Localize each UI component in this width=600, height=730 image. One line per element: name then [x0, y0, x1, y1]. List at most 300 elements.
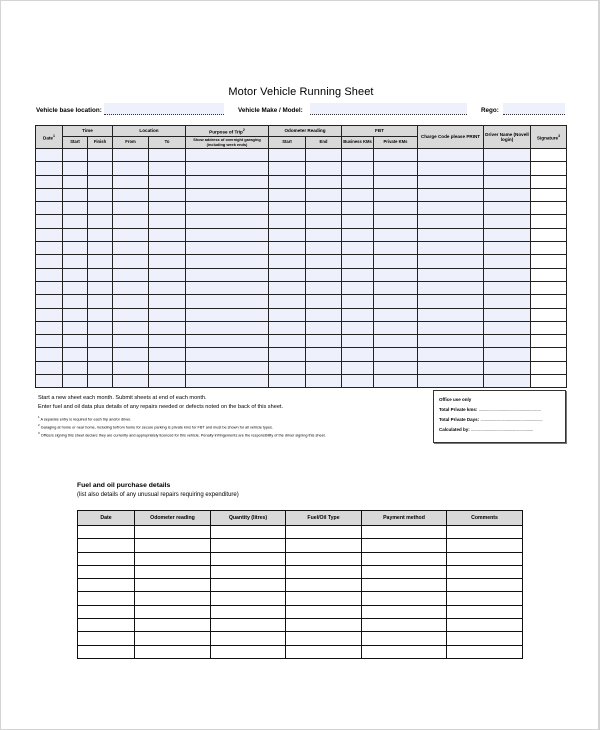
cell-fbt-business[interactable]: [342, 188, 374, 201]
cell-purpose[interactable]: [186, 335, 269, 348]
fuel-cell[interactable]: [447, 579, 523, 592]
cell-odometer-end[interactable]: [306, 215, 342, 228]
fuel-cell[interactable]: [447, 526, 523, 539]
cell-time-start[interactable]: [63, 149, 88, 162]
fuel-cell[interactable]: [135, 645, 211, 658]
cell-odometer-end[interactable]: [306, 242, 342, 255]
cell-location-to[interactable]: [149, 375, 186, 388]
fuel-cell[interactable]: [135, 605, 211, 618]
fuel-cell[interactable]: [211, 552, 286, 565]
cell-purpose[interactable]: [186, 255, 269, 268]
cell-time-finish[interactable]: [88, 308, 113, 321]
cell-odometer-start[interactable]: [269, 268, 306, 281]
cell-time-finish[interactable]: [88, 162, 113, 175]
cell-odometer-start[interactable]: [269, 188, 306, 201]
fuel-cell[interactable]: [78, 579, 135, 592]
cell-signature[interactable]: [531, 162, 567, 175]
fuel-cell[interactable]: [447, 539, 523, 552]
make-model-field[interactable]: [310, 103, 467, 115]
fuel-cell[interactable]: [447, 605, 523, 618]
cell-fbt-private[interactable]: [374, 175, 418, 188]
cell-odometer-end[interactable]: [306, 175, 342, 188]
cell-location-to[interactable]: [149, 321, 186, 334]
cell-time-start[interactable]: [63, 268, 88, 281]
fuel-cell[interactable]: [78, 632, 135, 645]
cell-fbt-business[interactable]: [342, 162, 374, 175]
cell-odometer-start[interactable]: [269, 255, 306, 268]
cell-driver-name[interactable]: [484, 202, 531, 215]
cell-odometer-end[interactable]: [306, 149, 342, 162]
fuel-cell[interactable]: [362, 645, 447, 658]
cell-driver-name[interactable]: [484, 149, 531, 162]
cell-date[interactable]: [36, 255, 63, 268]
cell-driver-name[interactable]: [484, 348, 531, 361]
cell-location-from[interactable]: [113, 162, 149, 175]
cell-fbt-private[interactable]: [374, 361, 418, 374]
cell-time-finish[interactable]: [88, 375, 113, 388]
cell-driver-name[interactable]: [484, 242, 531, 255]
cell-purpose[interactable]: [186, 361, 269, 374]
cell-fbt-business[interactable]: [342, 321, 374, 334]
cell-fbt-private[interactable]: [374, 308, 418, 321]
cell-date[interactable]: [36, 242, 63, 255]
cell-charge-code[interactable]: [418, 375, 484, 388]
cell-driver-name[interactable]: [484, 268, 531, 281]
cell-purpose[interactable]: [186, 202, 269, 215]
cell-location-to[interactable]: [149, 281, 186, 294]
cell-location-from[interactable]: [113, 149, 149, 162]
cell-date[interactable]: [36, 188, 63, 201]
cell-time-start[interactable]: [63, 215, 88, 228]
cell-time-start[interactable]: [63, 281, 88, 294]
cell-odometer-end[interactable]: [306, 361, 342, 374]
cell-driver-name[interactable]: [484, 281, 531, 294]
cell-fbt-business[interactable]: [342, 175, 374, 188]
cell-fbt-private[interactable]: [374, 215, 418, 228]
cell-charge-code[interactable]: [418, 348, 484, 361]
cell-location-from[interactable]: [113, 268, 149, 281]
cell-odometer-start[interactable]: [269, 215, 306, 228]
fuel-cell[interactable]: [78, 565, 135, 578]
cell-location-to[interactable]: [149, 162, 186, 175]
cell-time-start[interactable]: [63, 188, 88, 201]
cell-driver-name[interactable]: [484, 295, 531, 308]
cell-driver-name[interactable]: [484, 361, 531, 374]
cell-location-to[interactable]: [149, 361, 186, 374]
fuel-cell[interactable]: [78, 605, 135, 618]
cell-odometer-start[interactable]: [269, 361, 306, 374]
calculated-by-row[interactable]: [439, 425, 560, 435]
cell-driver-name[interactable]: [484, 321, 531, 334]
cell-fbt-business[interactable]: [342, 149, 374, 162]
fuel-cell[interactable]: [286, 645, 362, 658]
cell-driver-name[interactable]: [484, 175, 531, 188]
cell-date[interactable]: [36, 308, 63, 321]
fuel-cell[interactable]: [362, 526, 447, 539]
cell-odometer-end[interactable]: [306, 281, 342, 294]
cell-odometer-start[interactable]: [269, 348, 306, 361]
cell-time-finish[interactable]: [88, 149, 113, 162]
cell-driver-name[interactable]: [484, 255, 531, 268]
cell-fbt-business[interactable]: [342, 375, 374, 388]
cell-charge-code[interactable]: [418, 175, 484, 188]
cell-time-start[interactable]: [63, 375, 88, 388]
cell-time-start[interactable]: [63, 202, 88, 215]
cell-time-finish[interactable]: [88, 361, 113, 374]
cell-driver-name[interactable]: [484, 228, 531, 241]
cell-odometer-start[interactable]: [269, 175, 306, 188]
cell-location-from[interactable]: [113, 295, 149, 308]
cell-time-start[interactable]: [63, 321, 88, 334]
cell-location-to[interactable]: [149, 295, 186, 308]
cell-time-start[interactable]: [63, 162, 88, 175]
cell-odometer-start[interactable]: [269, 242, 306, 255]
cell-time-finish[interactable]: [88, 175, 113, 188]
cell-odometer-end[interactable]: [306, 321, 342, 334]
cell-fbt-private[interactable]: [374, 335, 418, 348]
cell-location-to[interactable]: [149, 215, 186, 228]
cell-fbt-business[interactable]: [342, 255, 374, 268]
fuel-cell[interactable]: [211, 619, 286, 632]
cell-odometer-end[interactable]: [306, 308, 342, 321]
cell-fbt-private[interactable]: [374, 348, 418, 361]
fuel-cell[interactable]: [211, 565, 286, 578]
cell-location-to[interactable]: [149, 242, 186, 255]
cell-location-from[interactable]: [113, 255, 149, 268]
cell-fbt-business[interactable]: [342, 228, 374, 241]
cell-location-from[interactable]: [113, 281, 149, 294]
cell-odometer-end[interactable]: [306, 375, 342, 388]
fuel-cell[interactable]: [286, 619, 362, 632]
cell-charge-code[interactable]: [418, 255, 484, 268]
cell-fbt-business[interactable]: [342, 242, 374, 255]
cell-time-finish[interactable]: [88, 228, 113, 241]
fuel-cell[interactable]: [362, 619, 447, 632]
cell-location-from[interactable]: [113, 188, 149, 201]
cell-purpose[interactable]: [186, 188, 269, 201]
cell-purpose[interactable]: [186, 215, 269, 228]
cell-signature[interactable]: [531, 175, 567, 188]
cell-driver-name[interactable]: [484, 188, 531, 201]
cell-odometer-start[interactable]: [269, 295, 306, 308]
cell-fbt-private[interactable]: [374, 242, 418, 255]
fuel-cell[interactable]: [78, 645, 135, 658]
cell-odometer-end[interactable]: [306, 162, 342, 175]
cell-signature[interactable]: [531, 149, 567, 162]
fuel-cell[interactable]: [135, 619, 211, 632]
cell-charge-code[interactable]: [418, 188, 484, 201]
cell-driver-name[interactable]: [484, 215, 531, 228]
cell-time-start[interactable]: [63, 228, 88, 241]
cell-odometer-start[interactable]: [269, 321, 306, 334]
fuel-cell[interactable]: [211, 605, 286, 618]
cell-date[interactable]: [36, 281, 63, 294]
fuel-cell[interactable]: [286, 539, 362, 552]
cell-purpose[interactable]: [186, 321, 269, 334]
cell-charge-code[interactable]: [418, 149, 484, 162]
cell-date[interactable]: [36, 175, 63, 188]
fuel-cell[interactable]: [286, 579, 362, 592]
cell-signature[interactable]: [531, 188, 567, 201]
cell-fbt-business[interactable]: [342, 348, 374, 361]
cell-purpose[interactable]: [186, 242, 269, 255]
cell-odometer-end[interactable]: [306, 348, 342, 361]
cell-fbt-business[interactable]: [342, 295, 374, 308]
cell-location-to[interactable]: [149, 308, 186, 321]
cell-driver-name[interactable]: [484, 375, 531, 388]
fuel-cell[interactable]: [211, 539, 286, 552]
cell-fbt-private[interactable]: [374, 321, 418, 334]
cell-charge-code[interactable]: [418, 202, 484, 215]
cell-odometer-end[interactable]: [306, 202, 342, 215]
cell-date[interactable]: [36, 348, 63, 361]
cell-time-start[interactable]: [63, 242, 88, 255]
cell-date[interactable]: [36, 361, 63, 374]
cell-purpose[interactable]: [186, 295, 269, 308]
cell-location-to[interactable]: [149, 188, 186, 201]
cell-time-finish[interactable]: [88, 255, 113, 268]
base-location-field[interactable]: [104, 103, 224, 115]
fuel-cell[interactable]: [135, 526, 211, 539]
cell-location-from[interactable]: [113, 242, 149, 255]
fuel-cell[interactable]: [447, 592, 523, 605]
cell-fbt-private[interactable]: [374, 268, 418, 281]
fuel-cell[interactable]: [135, 579, 211, 592]
fuel-cell[interactable]: [447, 645, 523, 658]
cell-date[interactable]: [36, 202, 63, 215]
cell-fbt-private[interactable]: [374, 295, 418, 308]
cell-time-start[interactable]: [63, 295, 88, 308]
cell-purpose[interactable]: [186, 281, 269, 294]
cell-driver-name[interactable]: [484, 335, 531, 348]
fuel-cell[interactable]: [362, 552, 447, 565]
cell-signature[interactable]: [531, 281, 567, 294]
cell-odometer-start[interactable]: [269, 162, 306, 175]
cell-odometer-end[interactable]: [306, 255, 342, 268]
fuel-cell[interactable]: [135, 539, 211, 552]
cell-location-from[interactable]: [113, 348, 149, 361]
cell-date[interactable]: [36, 149, 63, 162]
cell-signature[interactable]: [531, 228, 567, 241]
cell-charge-code[interactable]: [418, 281, 484, 294]
cell-time-finish[interactable]: [88, 321, 113, 334]
cell-charge-code[interactable]: [418, 308, 484, 321]
cell-location-from[interactable]: [113, 308, 149, 321]
cell-odometer-start[interactable]: [269, 308, 306, 321]
cell-fbt-business[interactable]: [342, 202, 374, 215]
cell-purpose[interactable]: [186, 175, 269, 188]
rego-field[interactable]: [503, 103, 565, 115]
cell-fbt-business[interactable]: [342, 268, 374, 281]
fuel-cell[interactable]: [362, 579, 447, 592]
cell-location-to[interactable]: [149, 335, 186, 348]
cell-location-from[interactable]: [113, 175, 149, 188]
cell-fbt-business[interactable]: [342, 308, 374, 321]
fuel-cell[interactable]: [211, 645, 286, 658]
cell-odometer-end[interactable]: [306, 188, 342, 201]
cell-odometer-start[interactable]: [269, 335, 306, 348]
cell-time-start[interactable]: [63, 335, 88, 348]
cell-fbt-private[interactable]: [374, 255, 418, 268]
cell-location-from[interactable]: [113, 335, 149, 348]
cell-time-start[interactable]: [63, 308, 88, 321]
cell-time-start[interactable]: [63, 361, 88, 374]
fuel-cell[interactable]: [78, 526, 135, 539]
cell-signature[interactable]: [531, 215, 567, 228]
cell-location-to[interactable]: [149, 175, 186, 188]
cell-charge-code[interactable]: [418, 268, 484, 281]
cell-odometer-end[interactable]: [306, 295, 342, 308]
cell-location-to[interactable]: [149, 149, 186, 162]
cell-location-from[interactable]: [113, 361, 149, 374]
cell-purpose[interactable]: [186, 149, 269, 162]
cell-charge-code[interactable]: [418, 321, 484, 334]
cell-time-finish[interactable]: [88, 281, 113, 294]
fuel-cell[interactable]: [211, 526, 286, 539]
fuel-cell[interactable]: [286, 592, 362, 605]
cell-charge-code[interactable]: [418, 295, 484, 308]
cell-time-start[interactable]: [63, 255, 88, 268]
fuel-cell[interactable]: [78, 539, 135, 552]
fuel-cell[interactable]: [211, 579, 286, 592]
cell-date[interactable]: [36, 268, 63, 281]
cell-location-from[interactable]: [113, 215, 149, 228]
fuel-cell[interactable]: [447, 565, 523, 578]
cell-driver-name[interactable]: [484, 308, 531, 321]
cell-signature[interactable]: [531, 348, 567, 361]
fuel-cell[interactable]: [286, 632, 362, 645]
fuel-cell[interactable]: [78, 552, 135, 565]
cell-date[interactable]: [36, 335, 63, 348]
cell-signature[interactable]: [531, 335, 567, 348]
cell-charge-code[interactable]: [418, 242, 484, 255]
cell-purpose[interactable]: [186, 268, 269, 281]
cell-odometer-end[interactable]: [306, 268, 342, 281]
fuel-cell[interactable]: [211, 592, 286, 605]
cell-fbt-private[interactable]: [374, 188, 418, 201]
cell-fbt-private[interactable]: [374, 375, 418, 388]
cell-fbt-business[interactable]: [342, 335, 374, 348]
cell-date[interactable]: [36, 162, 63, 175]
cell-signature[interactable]: [531, 295, 567, 308]
cell-signature[interactable]: [531, 242, 567, 255]
fuel-cell[interactable]: [78, 619, 135, 632]
cell-purpose[interactable]: [186, 228, 269, 241]
fuel-cell[interactable]: [362, 632, 447, 645]
fuel-cell[interactable]: [135, 565, 211, 578]
cell-purpose[interactable]: [186, 348, 269, 361]
cell-odometer-start[interactable]: [269, 281, 306, 294]
cell-odometer-start[interactable]: [269, 202, 306, 215]
cell-charge-code[interactable]: [418, 228, 484, 241]
fuel-cell[interactable]: [135, 632, 211, 645]
cell-location-to[interactable]: [149, 202, 186, 215]
fuel-cell[interactable]: [286, 552, 362, 565]
cell-charge-code[interactable]: [418, 215, 484, 228]
fuel-cell[interactable]: [286, 565, 362, 578]
cell-time-finish[interactable]: [88, 202, 113, 215]
fuel-cell[interactable]: [447, 619, 523, 632]
cell-time-finish[interactable]: [88, 268, 113, 281]
cell-signature[interactable]: [531, 308, 567, 321]
cell-time-finish[interactable]: [88, 242, 113, 255]
cell-signature[interactable]: [531, 255, 567, 268]
cell-time-start[interactable]: [63, 348, 88, 361]
total-private-days-row[interactable]: [439, 415, 560, 425]
cell-date[interactable]: [36, 215, 63, 228]
cell-charge-code[interactable]: [418, 361, 484, 374]
cell-fbt-private[interactable]: [374, 228, 418, 241]
cell-date[interactable]: [36, 375, 63, 388]
fuel-cell[interactable]: [362, 592, 447, 605]
fuel-cell[interactable]: [135, 592, 211, 605]
fuel-cell[interactable]: [78, 592, 135, 605]
cell-time-finish[interactable]: [88, 188, 113, 201]
cell-time-start[interactable]: [63, 175, 88, 188]
cell-signature[interactable]: [531, 268, 567, 281]
cell-location-from[interactable]: [113, 228, 149, 241]
cell-odometer-start[interactable]: [269, 375, 306, 388]
cell-charge-code[interactable]: [418, 162, 484, 175]
cell-time-finish[interactable]: [88, 295, 113, 308]
cell-fbt-private[interactable]: [374, 281, 418, 294]
cell-fbt-business[interactable]: [342, 215, 374, 228]
fuel-cell[interactable]: [447, 632, 523, 645]
cell-driver-name[interactable]: [484, 162, 531, 175]
cell-location-from[interactable]: [113, 321, 149, 334]
cell-location-to[interactable]: [149, 268, 186, 281]
cell-odometer-start[interactable]: [269, 228, 306, 241]
cell-signature[interactable]: [531, 361, 567, 374]
cell-signature[interactable]: [531, 202, 567, 215]
cell-date[interactable]: [36, 321, 63, 334]
fuel-cell[interactable]: [362, 565, 447, 578]
cell-signature[interactable]: [531, 375, 567, 388]
cell-fbt-business[interactable]: [342, 281, 374, 294]
cell-location-to[interactable]: [149, 228, 186, 241]
cell-location-to[interactable]: [149, 348, 186, 361]
fuel-cell[interactable]: [135, 552, 211, 565]
cell-purpose[interactable]: [186, 162, 269, 175]
fuel-cell[interactable]: [286, 526, 362, 539]
cell-location-from[interactable]: [113, 375, 149, 388]
total-private-kms-row[interactable]: [439, 405, 560, 415]
cell-odometer-end[interactable]: [306, 228, 342, 241]
cell-fbt-business[interactable]: [342, 361, 374, 374]
cell-odometer-start[interactable]: [269, 149, 306, 162]
cell-location-to[interactable]: [149, 255, 186, 268]
fuel-cell[interactable]: [362, 605, 447, 618]
cell-charge-code[interactable]: [418, 335, 484, 348]
cell-fbt-private[interactable]: [374, 162, 418, 175]
fuel-cell[interactable]: [447, 552, 523, 565]
cell-time-finish[interactable]: [88, 335, 113, 348]
cell-date[interactable]: [36, 295, 63, 308]
cell-time-finish[interactable]: [88, 348, 113, 361]
cell-location-from[interactable]: [113, 202, 149, 215]
cell-signature[interactable]: [531, 321, 567, 334]
cell-purpose[interactable]: [186, 308, 269, 321]
fuel-cell[interactable]: [286, 605, 362, 618]
cell-fbt-private[interactable]: [374, 202, 418, 215]
fuel-cell[interactable]: [362, 539, 447, 552]
fuel-cell[interactable]: [211, 632, 286, 645]
cell-fbt-private[interactable]: [374, 149, 418, 162]
cell-date[interactable]: [36, 228, 63, 241]
cell-time-finish[interactable]: [88, 215, 113, 228]
cell-purpose[interactable]: [186, 375, 269, 388]
cell-odometer-end[interactable]: [306, 335, 342, 348]
